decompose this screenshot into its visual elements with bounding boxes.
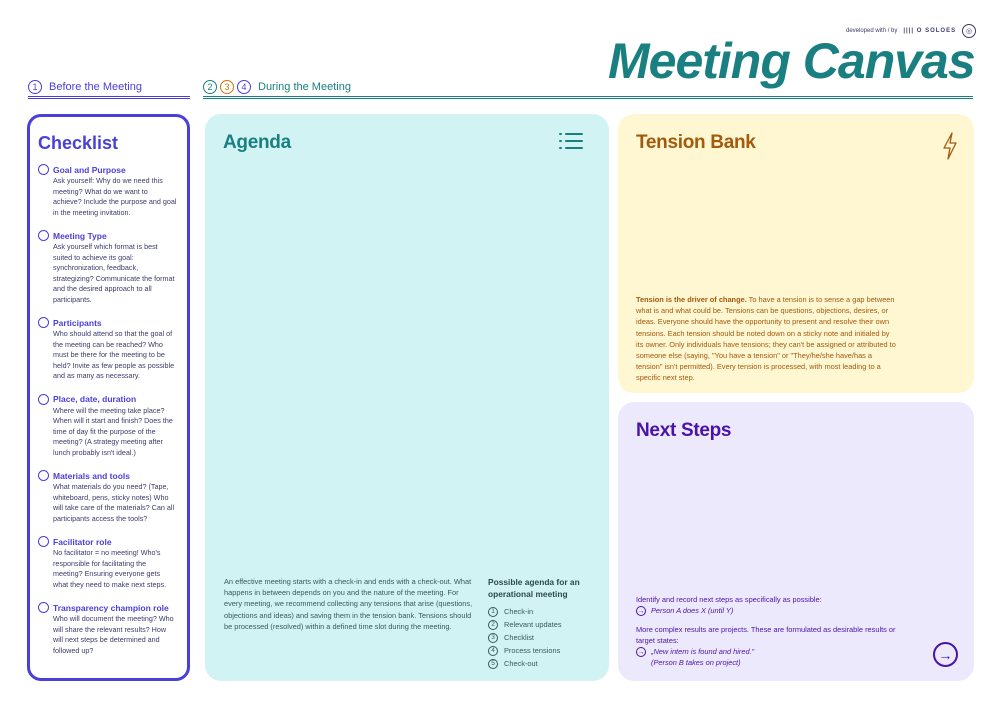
checkbox-icon[interactable] <box>38 230 49 241</box>
projects-text: More complex results are projects. These are formulated as desirable results or target states: <box>636 625 896 645</box>
checkbox-icon[interactable] <box>38 470 49 481</box>
checkbox-icon[interactable] <box>38 602 49 613</box>
checklist-item[interactable] <box>38 470 177 524</box>
agenda-list-item <box>488 657 603 670</box>
checklist-item-body: Who will document the meeting? Who will share the relevant results? How will next steps be determined and followed up? <box>53 614 174 655</box>
agenda-suggestion <box>488 576 603 670</box>
globe-icon: ◎ <box>962 24 976 38</box>
agenda-list-item <box>488 605 603 618</box>
step-number-3: 3 <box>220 80 234 94</box>
tension-bank-panel[interactable] <box>618 114 974 393</box>
checklist-item-title: Participants <box>53 317 102 328</box>
checklist-item[interactable] <box>38 602 177 656</box>
agenda-item-label: Checklist <box>504 633 534 642</box>
partner-logo: |||| O SOLOES <box>903 28 957 34</box>
checklist-item-body: Ask yourself: Why do we need this meeting? What do we want to achieve? Include the purpose and goal in the meeting invitation. <box>53 176 177 217</box>
number-circle-icon: 5 <box>488 659 498 669</box>
number-circle-icon: 4 <box>488 646 498 656</box>
checklist-item[interactable] <box>38 536 177 590</box>
agenda-list-item <box>488 631 603 644</box>
arrow-right-icon: → <box>938 646 953 663</box>
number-circle-icon: 2 <box>488 620 498 630</box>
next-steps-title: Next Steps <box>636 420 732 441</box>
phase-before-meeting <box>28 76 190 98</box>
tension-bank-title: Tension Bank <box>636 132 756 153</box>
next-arrow-button[interactable] <box>933 642 958 667</box>
divider-before <box>28 96 190 99</box>
checklist-item-title: Transparency champion role <box>53 602 169 613</box>
agenda-list-item <box>488 644 603 657</box>
step-number-2: 2 <box>203 80 217 94</box>
checklist-item-title: Place, date, duration <box>53 394 137 404</box>
checklist-item-body: Ask yourself which format is best suited to achieve its goal: synchronization, feedback, strategizing? Communicate the format and the desired approach to all participants. <box>53 242 175 304</box>
checklist-item-title: Goal and Purpose <box>53 164 126 175</box>
agenda-panel[interactable] <box>205 114 609 681</box>
example-1 <box>636 605 906 616</box>
checklist-item-title: Materials and tools <box>53 470 130 481</box>
step-number-4: 4 <box>237 80 251 94</box>
checklist-item-body: Who should attend so that the goal of the meeting can be reached? Who must be there for the meeting to be held? Invite as few people as possible and as many as necessary. <box>53 329 175 380</box>
number-circle-icon: 1 <box>488 607 498 617</box>
phase-during-label: During the Meeting <box>258 81 351 93</box>
agenda-list-item <box>488 618 603 631</box>
checklist-title: Checklist <box>38 133 119 153</box>
checklist-item-body: What materials do you need? (Tape, whiteboard, pens, sticky notes) Who will take care of the materials? Can all participants access the tools? <box>53 482 175 523</box>
example-2-line2: (Person B takes on project) <box>651 658 741 667</box>
page-title: Meeting Canvas <box>608 33 975 89</box>
credit-label: developed with / by <box>846 28 898 34</box>
checklist-item[interactable] <box>38 317 177 382</box>
checklist-panel <box>27 114 190 681</box>
agenda-item-label: Check-out <box>504 659 538 668</box>
agenda-item-label: Check-in <box>504 607 534 616</box>
checklist-item-title: Facilitator role <box>53 536 112 547</box>
agenda-item-label: Process tensions <box>504 646 561 655</box>
checkbox-icon[interactable] <box>38 536 49 547</box>
checklist-item[interactable] <box>38 164 177 218</box>
checklist-item[interactable] <box>38 230 177 305</box>
phase-before-label: Before the Meeting <box>49 81 142 93</box>
tension-bank-text <box>636 294 896 384</box>
example-1-text: Person A does X (until Y) <box>651 606 734 615</box>
arrow-circle-icon: → <box>637 648 645 656</box>
checklist-item[interactable] <box>38 394 177 459</box>
list-icon <box>559 132 583 150</box>
next-steps-text <box>636 594 906 676</box>
phase-during-meeting <box>203 76 973 98</box>
number-circle-icon: 3 <box>488 633 498 643</box>
tension-body: To have a tension is to sense a gap between what is and what could be. Tensions can be questions, objections, desires, or ideas. Everyone should have the opportunity to present and resolve their own tensions. Each tension should be noted down on a sticky note and initialed by its owner. Only individuals have tensions; they can't be assigned or attributed to someone else (saying, "You have a tension" or "They/he/she have/has a tension" isn't permitted). Every tension is processed, with most leading to a specific next step. <box>636 295 896 383</box>
step-number-1: 1 <box>28 80 42 94</box>
agenda-intro-text: An effective meeting starts with a check-in and ends with a check-out. What happens in between depends on you and the nature of the meeting. For every meeting, we recommend collecting any tensions that arise (questions, objections and ideas) and saving them in the tension bank. Tensions should be processed (resolved) within a defined time slot during the meeting. <box>224 577 473 631</box>
example-2-line1: „New intern is found and hired.” <box>651 647 755 656</box>
arrow-circle-icon: → <box>637 607 645 615</box>
checklist-item-body: Where will the meeting take place? When will it start and finish? Does the time of day fit the purpose of the meeting? (A strategy meeting after lunch probably isn't ideal.) <box>53 405 173 457</box>
checkbox-icon[interactable] <box>38 317 49 328</box>
checkbox-icon[interactable] <box>38 394 49 405</box>
agenda-title: Agenda <box>223 132 291 153</box>
lightning-icon <box>942 132 958 160</box>
next-steps-intro: Identify and record next steps as specifically as possible: <box>636 595 822 604</box>
checklist-item-title: Meeting Type <box>53 230 107 241</box>
agenda-list-title: Possible agenda for an operational meeting <box>488 577 580 599</box>
agenda-item-label: Relevant updates <box>504 620 562 629</box>
example-2 <box>636 646 906 668</box>
divider-during <box>203 96 973 99</box>
checklist-item-body: No facilitator = no meeting! Who's responsible for facilitating the meeting? Ensuring everyone gets what they need to make next steps. <box>53 548 167 589</box>
next-steps-panel[interactable] <box>618 402 974 681</box>
checkbox-icon[interactable] <box>38 164 49 175</box>
tension-lead: Tension is the driver of change. <box>636 295 747 304</box>
